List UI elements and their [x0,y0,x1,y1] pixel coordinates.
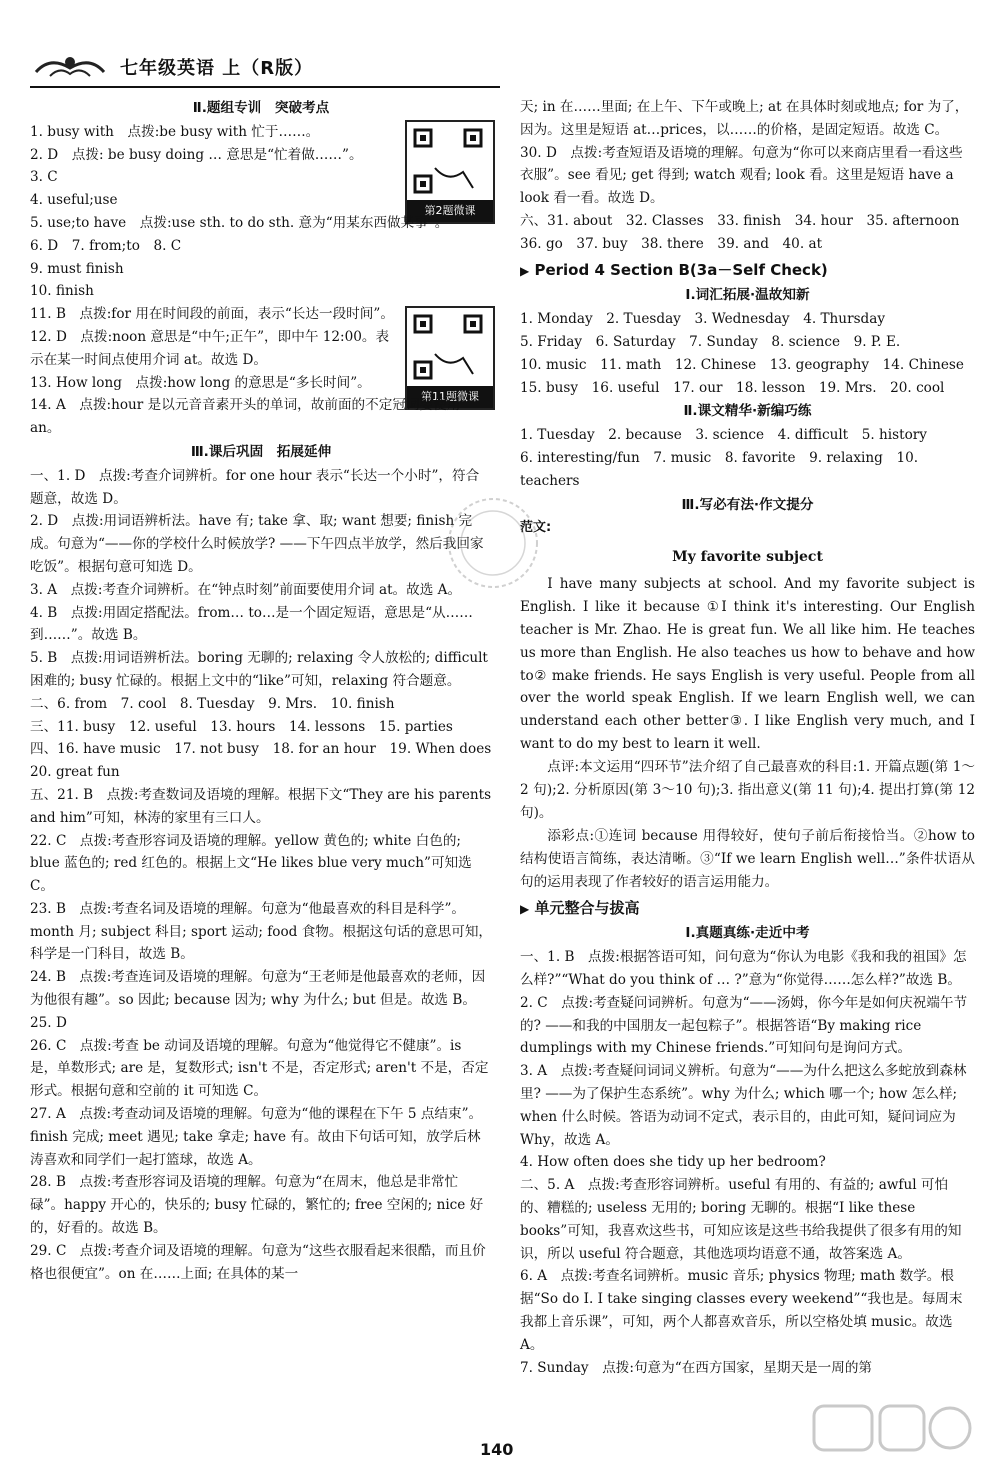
answer-item: 5. use;to have 点拨:use sth. to do sth. 意为“用某东西做某事”。 [30,214,449,231]
answer-item: 6. A 点拨:考查名词辨析。music 音乐; physics 物理; math 数学。根据“So do I. I take singing classes every weekend”“我也是。每周末我都上音乐课”，可知，两个人都喜欢音乐，所以空格处填 music。故选 A。 [520,1268,963,1353]
unit-title [520,897,975,921]
answer-item: 30. D 点拨:考查短语及语境的理解。句意为“你可以来商店里看一看这些衣服”。see 看见; get 得到; watch 观看; look 看。这里是短语 have a look 看一看。故选 D。 [520,144,963,207]
answer-item: 二、5. A 点拨:考查形容词辨析。useful 有用的、有益的; awful 可怕的、糟糕的; useless 无用的; boring 无聊的。根据“I like these books”可知，我喜欢这些书，可知应该是这些书给我提供了很多有用的知识，所以 useful 符合题意，其他选项均语意不通，故答案选 A。 [520,1177,962,1262]
answer-item: 25. D [30,1014,67,1031]
unit-title-text: 单元整合与拔高 [534,898,640,917]
answer-item: 4. B 点拨:用固定搭配法。from… to…是一个固定短语，意思是“从……到……”。故选 B。 [30,604,473,644]
section-title: Ⅱ.题组专训 突破考点 [192,100,330,116]
right-column [520,96,975,1379]
page-number: 140 [480,1440,514,1459]
page-header [30,50,500,88]
answer-item: 4. useful;use [30,192,118,209]
answer-item: 3. C [30,169,58,186]
essay-highlight: 添彩点:①连词 because 用得较好，使句子前后衔接恰当。②how to 结构使语言简练，表达清晰。③“If we learn English well…”条件状语从句的运用表现了作者较好的语言运用能力。 [520,827,975,890]
answer-item: 26. C 点拨:考查 be 动词及语境的理解。句意为“他觉得它不健康”。is 是，单数形式; are 是，复数形式; isn't 不是，否定形式; aren't 不是，否定形式。根据句意和空前的 it 可知选 C。 [30,1037,489,1100]
section-title: Ⅱ.课文精华·新编巧练 [683,403,812,420]
answer-item: 6. D 7. from;to 8. C [30,237,182,254]
answer-item: 二、6. from 7. cool 8. Tuesday 9. Mrs. 10. finish [30,695,395,712]
answer-item: 12. D 点拨:noon 意思是“中午;正午”，即中午 12:00。表示在某一时间点使用介词 at。故选 D。 [30,328,390,368]
answer-item: 11. B 点拨:for 用在时间段的前面，表示“长达一段时间”。 [30,306,394,323]
answer-item: 22. C 点拨:考查形容词及语境的理解。yellow 黄色的; white 白色的; blue 蓝色的; red 红色的。根据上文“He likes blue very much”可知选 C。 [30,832,472,895]
period-title-text: Period 4 Section B(3a－Self Check) [534,260,828,279]
qr-caption: 第11题微课 [407,386,493,408]
section-title: Ⅲ.写必有法·作文提分 [681,496,814,513]
essay-comment: 点评:本文运用“四环节”法介绍了自己最喜欢的科目:1. 开篇点题(第 1～2 句);2. 分析原因(第 3～10 句);3. 指出意义(第 11 句);4. 提出打算(第 12 句)。 [520,759,975,821]
answer-item: 5. Friday 6. Saturday 7. Sunday 8. science 9. P. E. [520,333,901,350]
answer-item: 五、21. B 点拨:考查数词及语境的理解。根据下文“They are his parents and him”可知，林涛的家里有三口人。 [30,786,492,826]
answer-item: 四、16. have music 17. not busy 18. for an hour 19. When does 20. great fun [30,741,492,781]
section-title: Ⅲ.课后巩固 拓展延伸 [190,443,332,460]
answer-item: 3. A 点拨:考查介词辨析。在“钟点时刻”前面要使用介词 at。故选 A。 [30,581,462,598]
left-column [30,96,492,1285]
answer-item: 9. must finish [30,260,124,277]
answer-item: 6. interesting/fun 7. music 8. favorite 9. relaxing 10. teachers [520,449,919,489]
answer-item: 一、1. B 点拨:根据答语可知，问句意为“你认为电影《我和我的祖国》怎么样?”“What do you think of … ?”意为“你觉得……怎么样?”故选 B。 [520,949,967,989]
answer-item: 10. finish [30,283,94,300]
answer-item: 1. busy with 点拨:be busy with 忙于……。 [30,123,320,140]
section-title: Ⅰ.词汇拓展·温故知新 [685,287,810,304]
answer-item: 2. D 点拨:用词语辨析法。have 有; take 拿、取; want 想要; finish 完成。句意为“——你的学校什么时候放学? ——下午四点半放学，然后我回家吃饭”。根据句意可知选 D。 [30,513,484,575]
answer-item: 23. B 点拨:考查名词及语境的理解。句意为“他最喜欢的科目是科学”。month 月; subject 科目; sport 运动; food 食物。根据这句话的意思可知，科学是一门科目，故选 B。 [30,900,493,963]
answer-item: 15. busy 16. useful 17. our 18. lesson 19. Mrs. 20. cool [520,379,945,396]
answer-item: 六、31. about 32. Classes 33. finish 34. hour 35. afternoon [520,212,960,229]
qr-caption: 第2题微课 [407,200,493,222]
period-title [520,259,975,283]
answer-item: 5. B 点拨:用词语辨析法。boring 无聊的; relaxing 令人放松的; difficult 困难的; busy 忙碌的。根据上文中的“like”可知，relaxing 符合题意。 [30,650,488,689]
answer-item: 24. B 点拨:考查连词及语境的理解。句意为“王老师是他最喜欢的老师，因为他很有趣”。so 因此; because 因为; why 为什么; but 但是。故选 B。 [30,969,486,1009]
answer-item: 14. A 点拨:hour 是以元音音素开头的单词，故前面的不定冠词要使用 an。 [30,397,461,437]
answer-item: 36. go 37. buy 38. there 39. and 40. at [520,235,823,252]
section-title: Ⅰ.真题真练·走近中考 [685,925,810,942]
essay-title: My favorite subject [672,549,823,566]
site-watermark-logo [810,1400,980,1466]
answer-item: 天; in 在……里面; 在上午、下午或晚上; at 在具体时刻或地点; for 为了，因为。这里是短语 at…prices，以……的价格，是固定短语。故选 C。 [520,99,969,138]
answer-item: 7. Sunday 点拨:句意为“在西方国家，星期天是一周的第 [520,1359,873,1376]
answer-item: 1. Tuesday 2. because 3. science 4. difficult 5. history [520,427,927,444]
answer-item: 28. B 点拨:考查形容词及语境的理解。句意为“在周末，他总是非常忙碌”。happy 开心的，快乐的; busy 忙碌的，繁忙的; free 空闲的; nice 好的，好看的。故选 B。 [30,1174,484,1237]
book-logo-icon [30,52,110,82]
header-title: 七年级英语 上（R版） [120,58,314,79]
fanwen-label: 范文: [520,520,552,536]
answer-item: 2. D 点拨: be busy doing … 意思是“忙着做……”。 [30,146,363,163]
seal-stamp-icon [445,495,541,591]
answer-item: 10. music 11. math 12. Chinese 13. geography 14. Chinese [520,356,964,373]
answer-item: 13. How long 点拨:how long 的意思是“多长时间”。 [30,374,371,391]
answer-item: 一、1. D 点拨:考查介词辨析。for one hour 表示“长达一个小时”，符合题意，故选 D。 [30,467,480,507]
triangle-right-icon: ▶ [520,263,530,278]
answer-item: 27. A 点拨:考查动词及语境的理解。句意为“他的课程在下午 5 点结束”。finish 完成; meet 遇见; take 拿走; have 有。故由下句话可知，放学后林涛喜欢和同学们一起打篮球，故选 A。 [30,1106,483,1168]
answer-item: 3. A 点拨:考查疑问词词义辨析。句意为“——为什么把这么多蛇放到森林里? ——为了保护生态系统”。why 为什么; which 哪一个; how 怎么样; when 什么时候。答语为动词不定式，表示目的，由此可知，疑问词应为 Why，故选 A。 [520,1063,967,1148]
answer-item: 2. C 点拨:考查疑问词辨析。句意为“——汤姆，你今年是如何庆祝端午节的? ——和我的中国朋友一起包粽子”。根据答语“By making rice dumplings with my Chinese friends.”可知问句是询问方式。 [520,994,968,1057]
answer-item: 29. C 点拨:考查介词及语境的理解。句意为“这些衣服看起来很酷，而且价格也很便宜”。on 在……上面; 在具体的某一 [30,1242,486,1282]
answer-item: 4. How often does she tidy up her bedroom? [520,1154,826,1171]
triangle-right-icon: ▶ [520,901,530,916]
answer-item: 三、11. busy 12. useful 13. hours 14. lessons 15. parties [30,718,453,735]
essay-body: I have many subjects at school. And my favorite subject is English. I like it because ①I think it's interesting. Our English teacher is Mr. Zhao. He is great fun. We all like him. He teaches us more than English. He also teaches us how to behave and how to② make friends. He says English is very useful. People from all over the world speak English. If we learn English well, we can understand each other better③. I like English very much, and I want to do my best to learn it well. [520,575,975,753]
answer-item: 1. Monday 2. Tuesday 3. Wednesday 4. Thursday [520,311,886,328]
